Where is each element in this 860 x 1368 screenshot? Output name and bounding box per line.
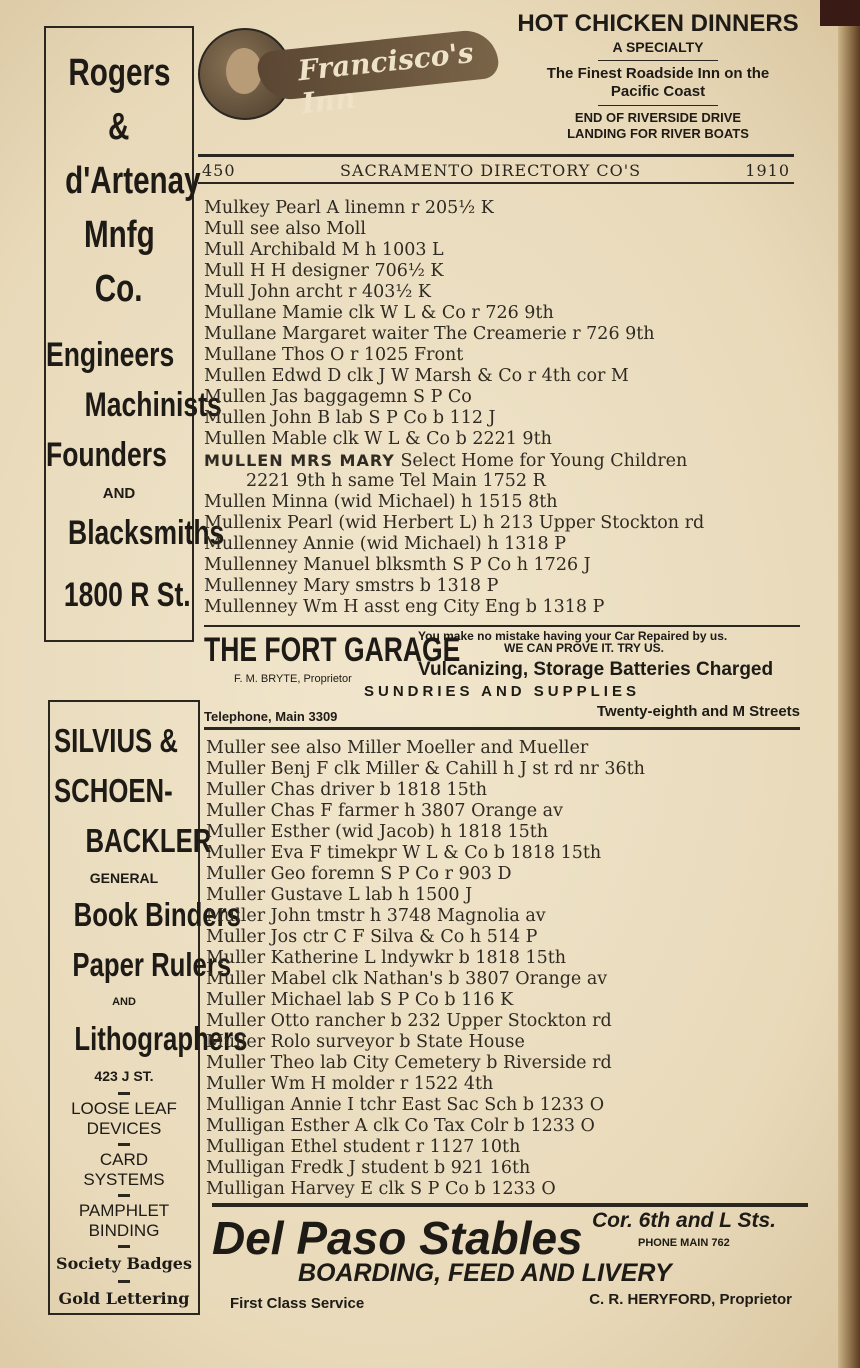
rogers-name-2: & bbox=[108, 106, 130, 148]
del-paso-stables-ad bbox=[212, 1203, 808, 1325]
ad-location-1: END OF RIVERSIDE DRIVE bbox=[574, 110, 742, 125]
listing-entry: Muller Wm H molder r 1522 4th bbox=[206, 1074, 494, 1094]
fort-garage-prove: WE CAN PROVE IT. TRY US. bbox=[504, 641, 665, 655]
fort-garage-proprietor: F. M. BRYTE, Proprietor bbox=[234, 673, 352, 685]
rogers-name-1: Rogers bbox=[67, 52, 171, 94]
inn-logo-banner bbox=[256, 28, 500, 121]
listing-entry: Mulligan Esther A clk Co Tax Colr b 1233 O bbox=[206, 1116, 595, 1136]
bold-listing-entry bbox=[204, 450, 704, 471]
listing-entry: Mulligan Fredk J student b 921 16th bbox=[206, 1158, 531, 1178]
divider-dash bbox=[118, 1143, 130, 1146]
ad-headline: HOT CHICKEN DINNERS bbox=[517, 10, 799, 37]
listing-entry: Mull Archibald M h 1003 L bbox=[204, 240, 444, 260]
silvius-name-3: BACKLER bbox=[85, 822, 212, 859]
ad-bottom-rule bbox=[204, 727, 800, 730]
ad-rule bbox=[598, 60, 718, 61]
listing-entry: Mullane Mamie clk W L & Co r 726 9th bbox=[204, 303, 554, 323]
listing-entry: Mullane Margaret waiter The Creamerie r 726 9th bbox=[204, 324, 655, 344]
listing-entry: Mullane Thos O r 1025 Front bbox=[204, 345, 464, 365]
listing-entry: Muller Gustave L lab h 1500 J bbox=[206, 885, 473, 905]
silvius-general: GENERAL bbox=[89, 870, 159, 886]
listing-block-bottom bbox=[206, 738, 645, 1200]
listing-entry: Mullenney Mary smstrs b 1318 P bbox=[204, 576, 499, 596]
listing-entry: Mullen Mable clk W L & Co b 2221 9th bbox=[204, 429, 552, 449]
running-year: 1910 bbox=[745, 161, 790, 180]
listing-block-top bbox=[204, 198, 704, 618]
del-paso-first-class: First Class Service bbox=[230, 1295, 365, 1312]
service-book-binders: Book Binders bbox=[73, 896, 241, 933]
del-paso-name: Del Paso Stables bbox=[212, 1212, 583, 1264]
rogers-and: AND bbox=[102, 485, 136, 502]
portrait-face bbox=[226, 48, 262, 94]
divider-dash bbox=[118, 1280, 130, 1283]
trade-founders: Founders bbox=[46, 436, 167, 474]
item-gold-lettering: Gold Lettering bbox=[58, 1289, 190, 1308]
fort-garage-address: Twenty-eighth and M Streets bbox=[596, 703, 800, 720]
listing-entry: Muller Esther (wid Jacob) h 1818 15th bbox=[206, 822, 549, 842]
ad-rule bbox=[598, 105, 718, 106]
silvius-name-1: SILVIUS & bbox=[54, 722, 178, 759]
listing-entry: Mullen Jas baggagemn S P Co bbox=[204, 387, 472, 407]
silvius-name-2: SCHOEN- bbox=[54, 772, 173, 809]
rogers-address: 1800 R St. bbox=[63, 576, 191, 614]
bold-entry-continuation: 2221 9th h same Tel Main 1752 R bbox=[246, 471, 546, 491]
listing-entry: Mulkey Pearl A linemn r 205½ K bbox=[204, 198, 494, 218]
ad-specialty: A SPECIALTY bbox=[612, 39, 704, 55]
listing-entry: Mulligan Ethel student r 1127 10th bbox=[206, 1137, 521, 1157]
listing-entry: Mullenney Annie (wid Michael) h 1318 P bbox=[204, 534, 567, 554]
listing-entry: Muller Chas F farmer h 3807 Orange av bbox=[206, 801, 563, 821]
listing-entry: Mulligan Harvey E clk S P Co b 1233 O bbox=[206, 1179, 556, 1199]
page-number: 450 bbox=[202, 161, 236, 180]
trade-blacksmiths: Blacksmiths bbox=[68, 514, 225, 552]
listing-entry: Muller Michael lab S P Co b 116 K bbox=[206, 990, 514, 1010]
listing-entry: Muller Chas driver b 1818 15th bbox=[206, 780, 488, 800]
item-binding: BINDING bbox=[88, 1221, 160, 1240]
item-systems: SYSTEMS bbox=[83, 1170, 165, 1189]
silvius-schoenbackler-ad bbox=[48, 700, 248, 1315]
listing-entry: Mullenney Wm H asst eng City Eng b 1318 P bbox=[204, 597, 605, 617]
divider-dash bbox=[118, 1245, 130, 1248]
rogers-name-4: Mnfg bbox=[83, 214, 155, 256]
divider-dash bbox=[118, 1194, 130, 1197]
fort-garage-ad bbox=[204, 625, 800, 733]
rogers-name-5: Co. bbox=[95, 268, 143, 310]
listing-entry: Muller Eva F timekpr W L & Co b 1818 15th bbox=[206, 843, 602, 863]
fort-garage-sundries: SUNDRIES AND SUPPLIES bbox=[364, 683, 640, 700]
divider-dash bbox=[118, 1092, 130, 1095]
bold-entry-name: MULLEN MRS MARY bbox=[204, 451, 395, 470]
listing-entry: Muller Katherine L lndywkr b 1818 15th bbox=[206, 948, 567, 968]
fort-garage-telephone: Telephone, Main 3309 bbox=[204, 709, 338, 724]
trade-machinists: Machinists bbox=[84, 386, 222, 424]
ad-top-rule bbox=[212, 1203, 808, 1207]
service-paper-rulers: Paper Rulers bbox=[72, 946, 232, 983]
listing-entry: Mullen Edwd D clk J W Marsh & Co r 4th cor M bbox=[204, 366, 629, 386]
del-paso-proprietor: C. R. HERYFORD, Proprietor bbox=[589, 1291, 792, 1308]
item-society-badges: Society Badges bbox=[56, 1254, 192, 1273]
item-card: CARD bbox=[99, 1150, 149, 1169]
listing-entry: Muller Theo lab City Cemetery b Riverside rd bbox=[206, 1053, 612, 1073]
running-head bbox=[198, 154, 794, 184]
listing-entry: Mullenney Manuel blksmth S P Co h 1726 J bbox=[204, 555, 591, 575]
listing-entry: Mull see also Moll bbox=[204, 219, 366, 239]
book-spine-edge bbox=[838, 0, 860, 1368]
listing-entry: Muller Benj F clk Miller & Cahill h J st rd nr 36th bbox=[206, 759, 645, 779]
item-devices: DEVICES bbox=[86, 1119, 162, 1138]
listing-entry: Muller Jos ctr C F Silva & Co h 514 P bbox=[206, 927, 538, 947]
listing-entry: Muller see also Miller Moeller and Mueller bbox=[206, 738, 589, 758]
running-title: SACRAMENTO DIRECTORY CO'S bbox=[340, 161, 642, 180]
listing-entry: Mullen Minna (wid Michael) h 1515 8th bbox=[204, 492, 558, 512]
listing-entry: Muller Mabel clk Nathan's b 3807 Orange av bbox=[206, 969, 608, 989]
listing-entry: Muller Otto rancher b 232 Upper Stockton rd bbox=[206, 1011, 612, 1031]
listing-entry: Muller Rolo surveyor b State House bbox=[206, 1032, 525, 1052]
del-paso-corner: Cor. 6th and L Sts. bbox=[592, 1209, 776, 1232]
listing-entry: Muller Geo foremn S P Co r 903 D bbox=[206, 864, 512, 884]
trade-engineers: Engineers bbox=[46, 336, 175, 374]
listing-entry: Mullen John B lab S P Co b 112 J bbox=[204, 408, 496, 428]
bold-entry-rest: Select Home for Young Children bbox=[394, 451, 688, 471]
ad-top-rule bbox=[204, 625, 800, 627]
item-pamphlet: PAMPHLET bbox=[78, 1201, 170, 1220]
del-paso-phone: PHONE MAIN 762 bbox=[638, 1237, 730, 1249]
del-paso-boarding: BOARDING, FEED AND LIVERY bbox=[298, 1259, 672, 1287]
listing-entry: Mull John archt r 403½ K bbox=[204, 282, 431, 302]
header-advertisement bbox=[198, 0, 808, 150]
fort-garage-services: Vulcanizing, Storage Batteries Charged bbox=[418, 659, 774, 680]
ad-finest-2: Pacific Coast bbox=[610, 83, 706, 100]
silvius-address: 423 J ST. bbox=[94, 1068, 154, 1084]
listing-entry: Mull H H designer 706½ K bbox=[204, 261, 444, 281]
ad-location-2: LANDING FOR RIVER BOATS bbox=[567, 126, 749, 141]
fort-garage-tagline: You make no mistake having your Car Repaired by us. bbox=[418, 629, 728, 643]
rogers-name-3: d'Artenay bbox=[65, 160, 201, 202]
ad-finest-1: The Finest Roadside Inn on the bbox=[546, 65, 770, 82]
silvius-and: AND bbox=[112, 996, 136, 1008]
red-cover-corner bbox=[820, 0, 860, 26]
inn-logo-text: Francisco's Inn bbox=[296, 36, 476, 121]
service-lithographers: Lithographers bbox=[74, 1020, 248, 1057]
listing-entry: Mulligan Annie I tchr East Sac Sch b 1233 O bbox=[206, 1095, 605, 1115]
fort-garage-name: THE FORT GARAGE bbox=[204, 631, 461, 669]
listing-entry: Muller John tmstr h 3748 Magnolia av bbox=[206, 906, 546, 926]
listing-entry: Mullenix Pearl (wid Herbert L) h 213 Upper Stockton rd bbox=[204, 513, 705, 533]
inn-ad-text bbox=[508, 10, 808, 142]
item-loose-leaf: LOOSE LEAF bbox=[71, 1099, 177, 1118]
